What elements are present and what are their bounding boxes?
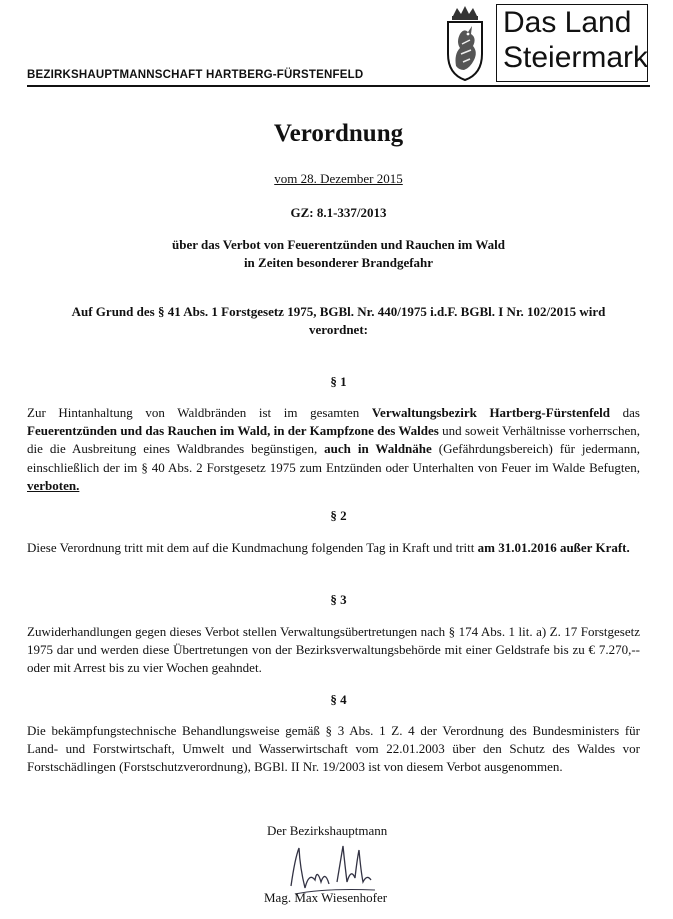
- document-date: vom 28. Dezember 2015: [274, 171, 403, 186]
- section-3-heading: § 3: [330, 592, 347, 607]
- header-rule: [27, 85, 650, 87]
- document-gz: GZ: 8.1-337/2013: [290, 205, 387, 220]
- section-4-text: Die bekämpfungstechnische Behandlungsweise gemäß § 3 Abs. 1 Z. 4 der Verordnung des Bundesministers für Land- und Forstwirtschaft, Umwelt und Wasserwirtschaft vom 22.01.2003 über den Schutz des Waldes vor Forstschädlingen (Forstschutzverordnung), BGBl. II Nr. 19/2003 ist von diesem Verbot ausgenommen.: [27, 723, 640, 775]
- document-title: Verordnung: [273, 120, 404, 147]
- authority-name: BEZIRKSHAUPTMANNSCHAFT HARTBERG-FÜRSTENFELD: [27, 69, 364, 81]
- section-2-heading: § 2: [330, 508, 347, 523]
- brand-line-2: Steiermark: [503, 41, 649, 74]
- styria-coat-of-arms-icon: [444, 4, 486, 82]
- legal-basis: Auf Grund des § 41 Abs. 1 Forstgesetz 1975, BGBl. Nr. 440/1975 i.d.F. BGBl. I Nr. 102/2015 wird verordnet:: [71, 304, 606, 337]
- signer-role: Der Bezirkshauptmann: [267, 823, 388, 838]
- section-1-text: Zur Hintanhaltung von Waldbränden ist im gesamten Verwaltungsbezirk Hartberg-Fürstenfeld das Feuerentzünden und das Rauchen im Wald, in der Kampfzone des Waldes und soweit Verhältnisse vorherrschen, die die Ausbreitung eines Waldbrandes begünstigen, auch in Waldnähe (Gefährdungsbereich) für jedermann, einschließlich der im § 40 Abs. 2 Forstgesetz 1975 zum Entzünden oder Unterhalten von Feuer im Walde Befugten, verboten.: [27, 405, 641, 493]
- brand-line-1: Das Land: [503, 6, 632, 39]
- section-1-heading: § 1: [330, 374, 347, 389]
- document-subject: über das Verbot von Feuerentzünden und Rauchen im Wald in Zeiten besonderer Brandgefahr: [171, 237, 506, 270]
- section-3-text: Zuwiderhandlungen gegen dieses Verbot stellen Verwaltungsübertretungen nach § 174 Abs. 1 lit. a) Z. 17 Forstgesetz 1975 dar und werden diese Übertretungen von der Bezirksverwaltungsbehörde mit einer Geldstrafe bis zu € 7.270,-- oder mit Arrest bis zu vier Wochen geahndet.: [27, 624, 640, 676]
- brand-logo-box: [496, 4, 648, 82]
- signer-name: Mag. Max Wiesenhofer: [264, 890, 388, 905]
- section-4-heading: § 4: [330, 692, 347, 707]
- section-2-text: Diese Verordnung tritt mit dem auf die Kundmachung folgenden Tag in Kraft und tritt am 31.01.2016 außer Kraft.: [27, 540, 630, 555]
